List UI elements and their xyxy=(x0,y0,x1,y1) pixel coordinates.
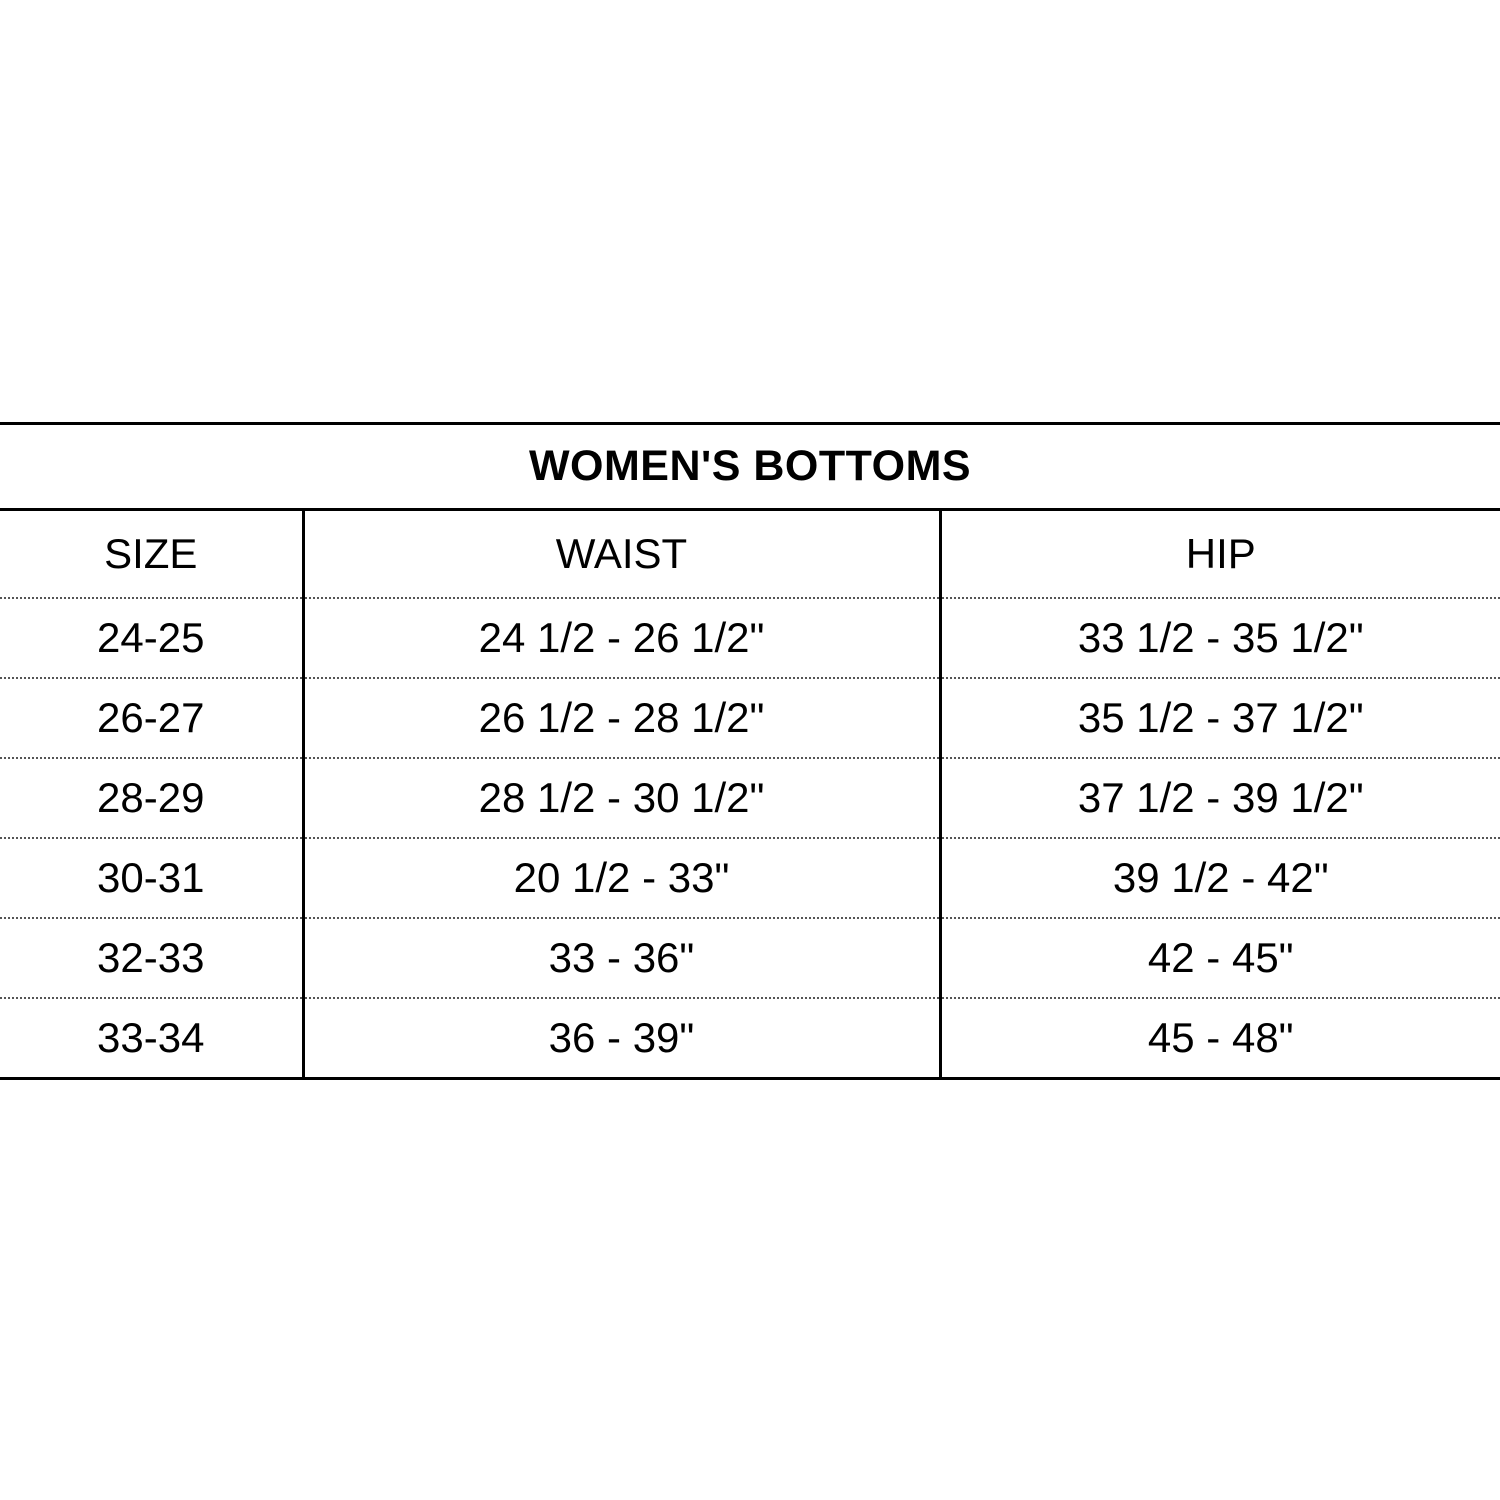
cell-hip: 33 1/2 - 35 1/2" xyxy=(940,598,1500,678)
table-row xyxy=(0,838,1500,918)
table-row xyxy=(0,758,1500,838)
cell-size: 28-29 xyxy=(0,758,303,838)
table-row xyxy=(0,598,1500,678)
column-header-waist: WAIST xyxy=(303,510,940,599)
column-header-hip: HIP xyxy=(940,510,1500,599)
cell-waist: 24 1/2 - 26 1/2" xyxy=(303,598,940,678)
cell-hip: 45 - 48" xyxy=(940,998,1500,1079)
cell-size: 33-34 xyxy=(0,998,303,1079)
cell-hip: 39 1/2 - 42" xyxy=(940,838,1500,918)
cell-size: 30-31 xyxy=(0,838,303,918)
cell-waist: 26 1/2 - 28 1/2" xyxy=(303,678,940,758)
cell-hip: 37 1/2 - 39 1/2" xyxy=(940,758,1500,838)
table-row xyxy=(0,998,1500,1079)
cell-hip: 42 - 45" xyxy=(940,918,1500,998)
cell-waist: 20 1/2 - 33" xyxy=(303,838,940,918)
size-chart-container xyxy=(0,422,1500,1080)
table-title-row xyxy=(0,424,1500,510)
column-header-size: SIZE xyxy=(0,510,303,599)
cell-size: 24-25 xyxy=(0,598,303,678)
page-title: WOMEN'S BOTTOMS xyxy=(0,424,1500,510)
cell-waist: 28 1/2 - 30 1/2" xyxy=(303,758,940,838)
cell-hip: 35 1/2 - 37 1/2" xyxy=(940,678,1500,758)
cell-waist: 33 - 36" xyxy=(303,918,940,998)
table-row xyxy=(0,678,1500,758)
cell-size: 26-27 xyxy=(0,678,303,758)
table-header-row xyxy=(0,510,1500,599)
cell-waist: 36 - 39" xyxy=(303,998,940,1079)
womens-bottoms-size-table xyxy=(0,422,1500,1080)
table-row xyxy=(0,918,1500,998)
cell-size: 32-33 xyxy=(0,918,303,998)
